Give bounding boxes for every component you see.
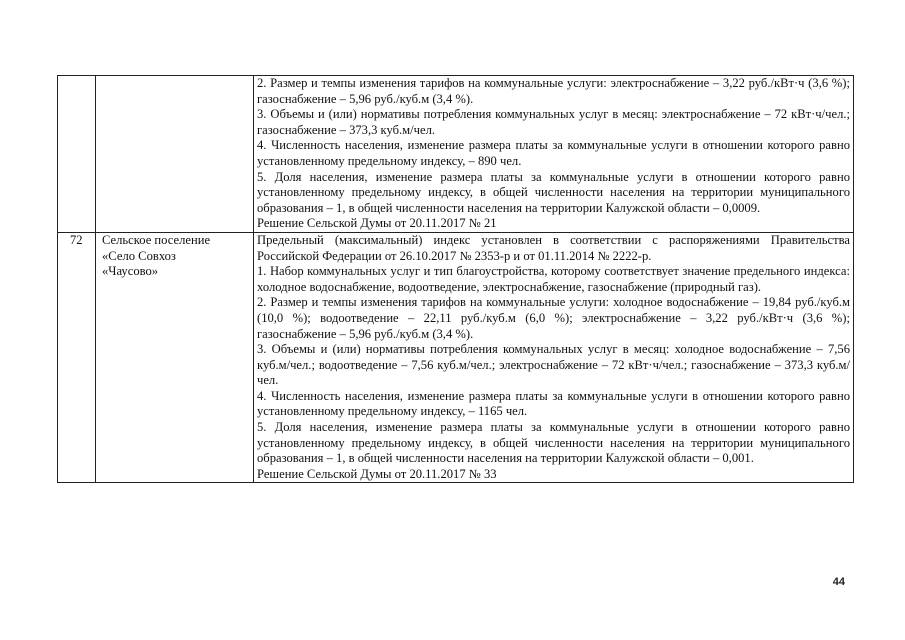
index-description-cell — [254, 76, 854, 233]
municipal-index-table — [57, 75, 854, 483]
row-number-cell — [58, 76, 96, 233]
municipality-name-line: «Село Совхоз — [102, 248, 176, 263]
consumption-paragraph: 3. Объемы и (или) нормативы потребления коммунальных услуг в месяц: электроснабжение – 72 кВт·ч/чел.; газоснабжение – 373,3 куб.м/чел. — [257, 107, 850, 137]
decision-reference: Решение Сельской Думы от 20.11.2017 № 33 — [257, 466, 497, 481]
index-description-cell — [254, 232, 854, 483]
municipality-name-line: Сельское поселение — [102, 232, 211, 247]
row-number-cell: 72 — [58, 232, 96, 483]
population-share-paragraph: 5. Доля населения, изменение размера платы за коммунальные услуги в отношении которого равно установленному предельному индексу, в общей численности населения на территории муниципального образования – 1, в общей численности населения на территории Калужской области – 0,001. — [257, 420, 850, 466]
consumption-paragraph: 3. Объемы и (или) нормативы потребления коммунальных услуг в месяц: холодное водоснабжение – 7,56 куб.м/чел.; водоотведение – 7,56 куб.м/чел.; электроснабжение – 72 кВт·ч/чел.; газоснабжение – 373,3 куб.м/чел. — [257, 342, 850, 388]
population-paragraph: 4. Численность населения, изменение размера платы за коммунальные услуги в отношении которого равно установленному предельному индексу, – 890 чел. — [257, 138, 850, 168]
tariff-paragraph: 2. Размер и темпы изменения тарифов на коммунальные услуги: электроснабжение – 3,22 руб./кВт·ч (3,6 %); газоснабжение – 5,96 руб./куб.м (3,4 %). — [257, 76, 850, 106]
municipality-name-cell — [96, 76, 254, 233]
population-paragraph: 4. Численность населения, изменение размера платы за коммунальные услуги в отношении которого равно установленному предельному индексу, – 1165 чел. — [257, 388, 850, 419]
municipality-name-line: «Чаусово» — [102, 264, 159, 279]
table-row — [58, 76, 854, 233]
table-row — [58, 232, 854, 483]
municipality-name-cell — [96, 232, 254, 483]
population-share-paragraph: 5. Доля населения, изменение размера платы за коммунальные услуги в отношении которого равно установленному предельному индексу, в общей численности населения на территории муниципального образования – 1, в общей численности населения на территории Калужской области – 0,0009. — [257, 169, 850, 215]
tariff-paragraph: 2. Размер и темпы изменения тарифов на коммунальные услуги: холодное водоснабжение – 19,84 руб./куб.м (10,0 %); водоотведение – 22,11 руб./куб.м (6,0 %); электроснабжение – 3,22 руб./кВт·ч (3,6 %); газоснабжение – 5,96 руб./куб.м (3,4 %). — [257, 295, 850, 341]
services-set-paragraph: 1. Набор коммунальных услуг и тип благоустройства, которому соответствует значение предельного индекса: холодное водоснабжение, водоотведение, электроснабжение, газоснабжение (природный газ). — [257, 264, 850, 294]
page-number: 44 — [832, 576, 845, 588]
index-basis-paragraph: Предельный (максимальный) индекс установлен в соответствии с распоряжениями Правительства Российской Федерации от 26.10.2017 № 2353-р и от 01.11.2014 № 2222-р. — [257, 232, 850, 263]
decision-reference: Решение Сельской Думы от 20.11.2017 № 21 — [257, 216, 497, 231]
